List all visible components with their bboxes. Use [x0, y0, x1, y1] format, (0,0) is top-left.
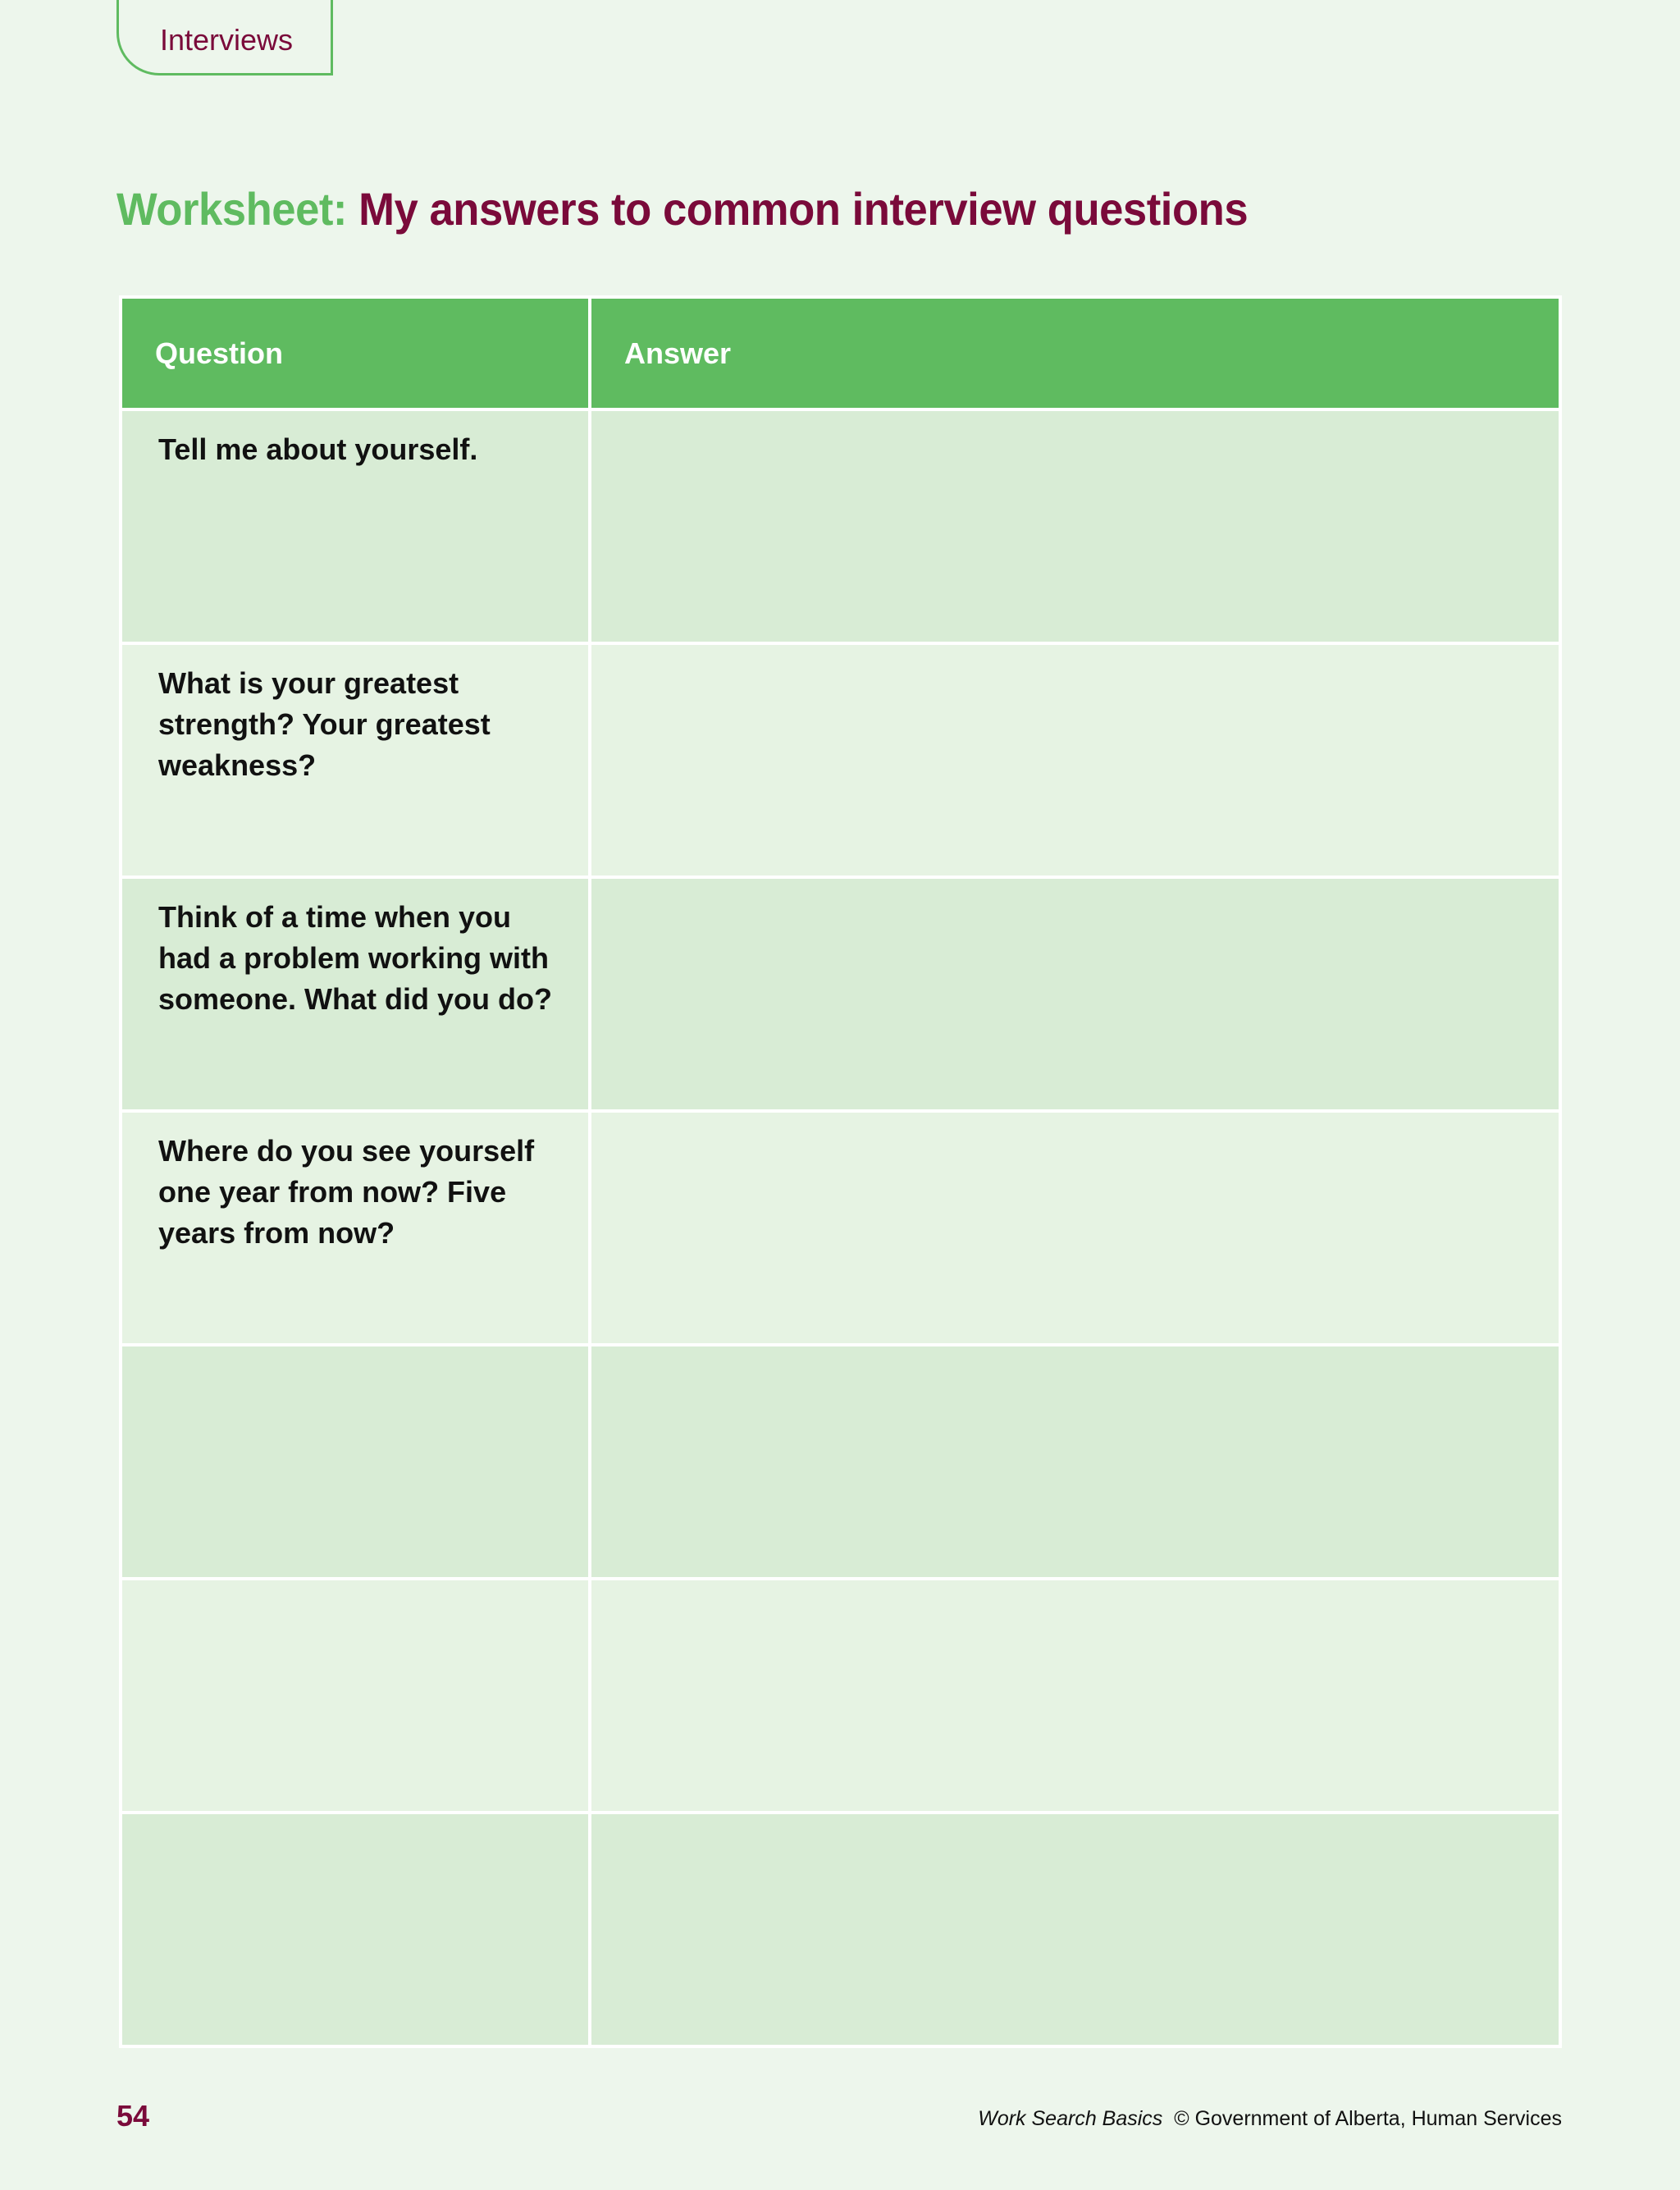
- table-row: [121, 1345, 1560, 1579]
- question-cell: [121, 1111, 590, 1345]
- table-row: [121, 643, 1560, 877]
- question-column-header: Question: [121, 297, 590, 409]
- worksheet-table: [119, 295, 1562, 2048]
- question-cell[interactable]: [121, 1345, 590, 1579]
- question-cell: [121, 643, 590, 877]
- title-main: My answers to common interview questions: [358, 183, 1249, 235]
- answer-cell[interactable]: [590, 877, 1560, 1111]
- question-text: [122, 1346, 588, 1365]
- answer-column-header: Answer: [590, 297, 1560, 409]
- table-header-row: [121, 297, 1560, 409]
- question-text: [122, 1814, 588, 1832]
- answer-cell[interactable]: [590, 643, 1560, 877]
- title-kicker: Worksheet:: [116, 183, 348, 235]
- question-cell[interactable]: [121, 1579, 590, 1813]
- answer-cell[interactable]: [590, 409, 1560, 643]
- answer-cell[interactable]: [590, 1111, 1560, 1345]
- question-text: Where do you see yourself one year from now? Five years from now?: [158, 1134, 535, 1250]
- section-tab-label: Interviews: [160, 23, 294, 57]
- answer-cell[interactable]: [590, 1345, 1560, 1579]
- question-cell: [121, 409, 590, 643]
- table-row: [121, 1813, 1560, 2046]
- table-row: [121, 1111, 1560, 1345]
- publication-title: Work Search Basics: [978, 2107, 1163, 2130]
- question-text: Tell me about yourself.: [158, 432, 478, 466]
- answer-cell[interactable]: [590, 1813, 1560, 2046]
- question-cell: [121, 877, 590, 1111]
- table-row: [121, 409, 1560, 643]
- page-number: 54: [116, 2099, 150, 2133]
- page-title: [116, 182, 1248, 235]
- footer-credit: [978, 2107, 1562, 2131]
- question-text: What is your greatest strength? Your greatest weakness?: [158, 666, 491, 782]
- table-row: [121, 1579, 1560, 1813]
- section-tab: [116, 0, 333, 75]
- copyright-notice: © Government of Alberta, Human Services: [1174, 2107, 1562, 2130]
- table-row: [121, 877, 1560, 1111]
- answer-cell[interactable]: [590, 1579, 1560, 1813]
- question-text: [122, 1580, 588, 1598]
- question-text: Think of a time when you had a problem working with someone. What did you do?: [158, 900, 552, 1016]
- question-cell[interactable]: [121, 1813, 590, 2046]
